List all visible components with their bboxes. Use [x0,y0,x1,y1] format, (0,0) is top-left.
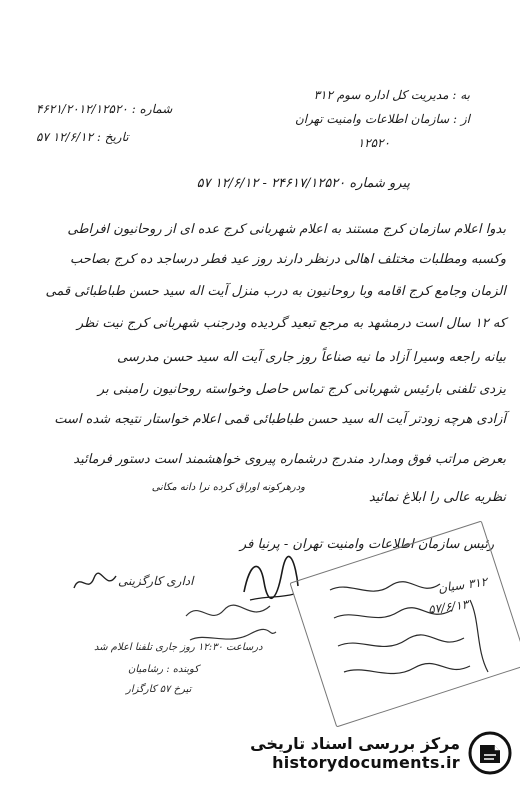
initials-note: اداری کارگزینی [118,574,194,588]
body-line: الزمان وجامع کرج اقامه وبا روحانیون به درب منزل آیت اله سید حسن طباطبائی قمی [45,284,506,299]
body-line: آزادی هرچه زودتر آیت اله سید حسن طباطبائی قمی اعلام خواستار نتیجه شده است [54,412,506,427]
signatory-title: رئیس سازمان اطلاعات وامنیت تهران - پرنیا فر [239,537,494,552]
body-line: بیانه راجعه وسیرا آزاد ما نیه صناعاً روز جاری آیت اله سید حسن مدرسی [116,350,506,365]
sender-line: از : سازمان اطلاعات وامنیت تهران [294,112,470,126]
body-line: که ۱۲ سال است درمشهد به مرجع تبعید گردیده ودرجنب شهربانی کرج نیت نظر [76,316,506,331]
reference-number: شماره : ۴۶۲۱/۲۰۱۲/۱۲۵۲۰ [36,102,173,116]
office-note: تیرخ ۵۷ کارگزار [126,684,192,695]
stamp-handwriting-icon [320,560,510,700]
archive-watermark [222,722,512,784]
body-line: بدوا اعلام سازمان کرج مستند به اعلام شهربانی کرج عده ای از روحانیون افراطی [67,222,506,237]
body-line: یزدی تلفنی بارئیس شهربانی کرج تماس حاصل وخواسته روحانیون رامبنی بر [97,382,506,397]
addressee-line: به : مدیریت کل اداره سوم ۳۱۲ [313,88,470,102]
body-line: ودرهرکونه اوراق کرده نرا دانه مکانی [151,482,305,493]
archive-logo-icon [468,731,512,775]
watermark-org-name: مرکز بررسی اسناد تاریخی [250,734,460,753]
stamp-date: ۵۷/۶/۱۳ [427,597,470,617]
watermark-site: historydocuments.ir [272,753,460,772]
margin-scribble-icon [180,596,280,656]
initials-scribble-icon [70,566,120,600]
department-code: ۱۲۵۲۰ [357,136,390,150]
stamp-unit-code: ۳۱۲ سیان [437,574,489,596]
body-line: وکسبه ومطلبات مختلف اهالی درنظر دارند روز عید فطر درساجد ده کرج بصاحب [70,252,506,267]
reference-date: تاریخ : ۱۲/۶/۱۲ ۵۷ [36,130,129,144]
filing-note: درساعت ۱۲:۳۰ روز جاری تلفنا اعلام شد [94,642,263,653]
subject-line: پیرو شماره ۲۴۶۱۷/۱۲۵۲۰ - ۱۲/۶/۱۲ ۵۷ [196,176,410,191]
body-line: بعرض مراتب فوق ومدارد مندرج درشماره پیروی خواهشمند است دستور فرمائید [73,452,506,467]
body-line: نظریه عالی را ابلاغ نمائید [368,490,506,505]
typist-note: کوبنده : رشامیان [128,664,199,675]
